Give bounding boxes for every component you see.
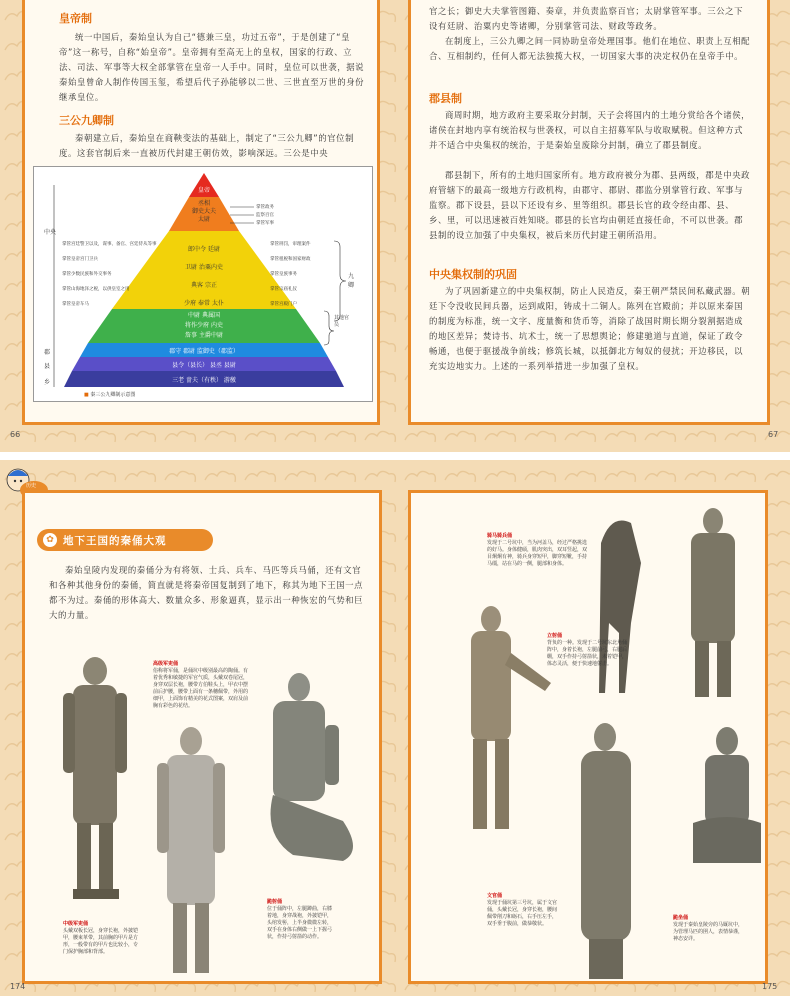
paragraph-centralization: 为了巩固新建立的中央集权制，防止人民造反，秦王朝严禁民间私藏武器。朝廷下令没收民间兵器，运到咸阳，铸成十二铜人。陈列在宫殿前；并以原来秦国的制度为标准，统一文字、度量衡和货币等，消除了战国时期长期分裂割据造成的地区差异；焚诗书、坑术士，统一了思想舆论；修建驰道与直道，保证了政令畅通，也便于驱援战争前线；修筑长城，以抵御北方匈奴的侵扰；开边移民，以充实边地实力。上述的一系列举措进一步加强了皇权。 xyxy=(429,286,751,371)
page-number-right: 67 xyxy=(768,430,779,439)
caption-title: 跪射俑 xyxy=(267,899,283,905)
caption-civil-official xyxy=(487,893,559,928)
tier-three-lords xyxy=(179,200,229,224)
section-heading-centralization: 中央集权制的巩固 xyxy=(429,268,517,281)
caption-body: 发现于秦始皇陵旁的马厩坑中，为管理马匹的圉人，表情恭谨，神态安详。 xyxy=(673,922,744,942)
tier-line: 少府 奉常 太仆 xyxy=(184,300,224,307)
paragraph-commandery-system: 郡县制下，所有的土地归国家所有。地方政府被分为郡、县两级，郡是中央政府管辖下的最高一级地方行政机构，由郡守、郡尉、郡监分别掌管行政、军事与监察。郡下设县，县以下还设有乡、里等组织。郡县长官的政令经由郡、县、乡、里，可以迅速被百姓知晓。郡县的长官均由朝廷直接任命，不可以世袭。郡县制的设立加强了中央集权，被后来历代封建王朝所沿用。 xyxy=(429,170,751,240)
top-spread xyxy=(0,0,790,452)
label-commandery: 郡 xyxy=(44,349,51,356)
caption-title: 骑马骑兵俑 xyxy=(487,533,513,539)
caption-mid-officer xyxy=(63,921,141,956)
caption-body: 发现于二号坑中，当为河盖马，经过严格挑选的好马。身体健硕，肌肉突出，双耳竖起，双目炯炯有神，骑兵身穿短甲，脚穿短靴，手持马缰，站在马的一侧，腿部和身体。 xyxy=(487,540,588,567)
note: 掌管山海地泽之税，以供皇室之用 xyxy=(62,287,130,292)
note: 掌管政务 xyxy=(256,205,274,210)
caption-title: 跪坐俑 xyxy=(673,915,689,921)
section-heading-commandery: 郡县制 xyxy=(429,92,462,105)
tier-line: 太尉 xyxy=(197,216,210,223)
tier-commandery: 郡守 郡尉 监御史（郡监） xyxy=(169,348,239,355)
caption-cavalry xyxy=(487,533,587,568)
note: 掌管皇帝宫门卫兵 xyxy=(62,257,98,262)
label-township: 乡 xyxy=(44,379,51,386)
seated-statue-figure xyxy=(687,723,767,873)
tier-county: 县令（县长） 县丞 县尉 xyxy=(172,362,236,369)
cavalry-horse-figure xyxy=(591,503,681,703)
paragraph-terracotta: 秦始皇陵内发现的秦俑分为有将领、士兵、兵车、马匹等兵马俑，还有文官和各种其他身份的秦俑，简直就是将秦帝国复制到了地下，称其为地下王国一点都不为过。秦俑的形体高大、数量众多、形象逼真，显示出一种恢宏的气势和巨大的力量。 xyxy=(49,565,364,620)
note: 掌管刑罚，审理案件 xyxy=(270,242,311,247)
tier-nine-ministers xyxy=(144,241,264,313)
notes-left xyxy=(62,237,162,312)
note: 掌管少数民族和外交事务 xyxy=(62,272,112,277)
corner-ornament xyxy=(408,411,422,425)
caption-body: 位于俑阵中，左腿蹲曲，右膝着地，身穿战袍，外披铠甲，头绾发髻，上半身微微左转，双手在身体右侧做一上下握弓状，作持弓射箭的动作。 xyxy=(267,906,333,940)
section-heading-three-lords: 三公九卿制 xyxy=(59,114,114,127)
caption-body: 背负的一种。发现于二号坑东北角俑阵中，身着长袍，左腿前弓，右腿后绷，双手作持弓射箭状，未着铠甲，体态灵活，便于快速地射击。 xyxy=(547,640,628,667)
left-page-174 xyxy=(22,490,382,984)
tier-line: 将作少府 内史 xyxy=(185,322,223,329)
standing-archer-statue-figure xyxy=(441,603,561,843)
label-county: 县 xyxy=(44,363,51,370)
notes-three-lords xyxy=(256,204,274,228)
right-page-175 xyxy=(408,490,768,984)
badge-top-text: 历史 xyxy=(26,483,37,489)
kneeling-archer-statue-figure xyxy=(245,665,355,905)
tier-line: 中尉 典属国 xyxy=(188,312,220,319)
civil-official-statue-figure xyxy=(561,719,651,989)
caption-standing-archer xyxy=(547,633,627,668)
label-nine-ministers: 九卿 xyxy=(348,273,355,289)
corner-ornament xyxy=(22,411,36,425)
page-number-left: 66 xyxy=(10,430,21,439)
spread-divider xyxy=(0,452,790,460)
tier-other-officials xyxy=(144,311,264,341)
right-page-67 xyxy=(408,0,770,425)
tier-line: 典客 宗正 xyxy=(191,282,217,289)
tier-line: 卫尉 治粟内史 xyxy=(185,264,223,271)
caption-senior-officer xyxy=(153,661,251,710)
note: 掌管宗庙礼仪 xyxy=(270,287,297,292)
mid-officer-statue-figure xyxy=(145,723,237,993)
note: 监察百官 xyxy=(256,213,274,218)
caption-kneeling-archer xyxy=(267,899,333,941)
page-number-175: 175 xyxy=(762,982,778,991)
caption-title: 中级军吏俑 xyxy=(63,921,89,927)
paragraph-emperor: 统一中国后，秦始皇认为自己“德兼三皇，功过五帝”，于是创建了“皇帝”这一称号，自称“始皇帝”。皇帝拥有至高无上的皇权，国家的行政、立法、司法、军事等大权全部掌管在皇帝一人手中。同时，皇位可以世袭，据说秦始皇曾命人制作传国玉玺，希望后代子孙能够以二世、三世直至万世的身份继承皇位。 xyxy=(59,32,365,102)
note: 掌管租税和国家财政 xyxy=(270,257,311,262)
bottom-spread xyxy=(0,460,790,996)
tier-line: 御史大夫 xyxy=(191,208,216,215)
notes-right xyxy=(270,237,340,312)
pyramid-caption xyxy=(84,391,135,398)
label-other-officials: 其他官员 xyxy=(334,315,350,328)
caption-title: 立射俑 xyxy=(547,633,563,639)
caption-seated-statue xyxy=(673,915,745,943)
paragraph-continued: 官之长；御史大夫掌管图籍、奏章，并负责监察百官；太尉掌管军事。三公之下设有廷尉、治粟内史等诸卿，分别掌管司法、财政等政务。 xyxy=(429,6,744,31)
label-central: 中央 xyxy=(44,229,57,236)
banner xyxy=(37,529,213,551)
cavalryman-statue-figure xyxy=(673,505,753,705)
banner-title: 地下王国的秦俑大观 xyxy=(63,535,167,547)
note: 掌管宫廷警卫以及，谋事、备官、宫廷侍从等事 xyxy=(62,242,157,247)
caption-text: 秦三公九卿制示意图 xyxy=(90,392,136,398)
note: 掌管皇族事务 xyxy=(270,272,297,277)
pyramid-diagram xyxy=(33,166,373,402)
caption-body: 俗称将军俑，是俑坑中级别最高的陶俑。有着优秀和敏捷的军官气质，头戴双卷尾冠，身穿双层长袍，腰带方伯鞋头上，甲衣中摆前后护腰，腰带上面有一条穗佩带，外用的细甲，上面饰有精美的花式图案，双肩及前胸有彩色的花结。 xyxy=(153,668,249,709)
page-number-174: 174 xyxy=(10,982,26,991)
section-heading-emperor: 皇帝制 xyxy=(59,12,92,25)
note: 掌管皇帝车马 xyxy=(62,302,89,307)
corner-ornament xyxy=(756,411,770,425)
tier-line: 詹事 主爵中尉 xyxy=(185,332,223,339)
paragraph-mutual-check: 在制度上，三公九卿之间一同协助皇帝处理国事。他们在地位、职责上互相配合、互相制约，任何人都无法独揽大权，一切国家大事的决定权仍在皇帝手中。 xyxy=(429,36,751,61)
flower-icon: ✿ xyxy=(43,533,57,547)
paragraph-feudal: 商周时期，地方政府主要采取分封制，天子会将国内的土地分赏给各个诸侯，诸侯在封地内享有统治权与世袭权，可以自主招募军队与收取赋税。但这种方式并不适合中央集权的统治，于是秦始皇废除分封制，确立了郡县制度。 xyxy=(429,110,751,150)
caption-title: 文官俑 xyxy=(487,893,503,899)
note: 掌管宫殿门户 xyxy=(270,302,297,307)
tier-line: 丞相 xyxy=(197,200,210,207)
caption-body: 发现于俑坑第三号坑，属于文官俑，头戴长冠，身穿长袍，腰间佩带削刀和砺石，右手压左手，双手垂于腹前，做恭敬状。 xyxy=(487,900,558,927)
paragraph-three-lords: 秦朝建立后，秦始皇在商鞅变法的基础上，制定了“三公九卿”的官位制度。这套官制后来一直被历代封建王朝仿效，影响深远。三公是中央 xyxy=(59,133,355,158)
tier-line: 郎中令 廷尉 xyxy=(188,246,220,253)
tier-emperor: 皇帝 xyxy=(197,187,210,194)
senior-officer-statue-figure xyxy=(55,653,135,921)
note: 掌管军事 xyxy=(256,221,274,226)
caption-body: 头戴双板长冠，身穿长袍，外披铠甲，腰束革带，其前胸的甲片是方形，一般带有的甲片也比较小，专门保护胸部和背部。 xyxy=(63,928,139,955)
corner-ornament xyxy=(366,411,380,425)
tier-township: 三老 啬夫（有秩） 游徼 xyxy=(172,377,236,384)
caption-marker-icon: ■ xyxy=(84,392,89,398)
caption-title: 高级军吏俑 xyxy=(153,661,179,667)
left-page-66 xyxy=(22,0,380,425)
